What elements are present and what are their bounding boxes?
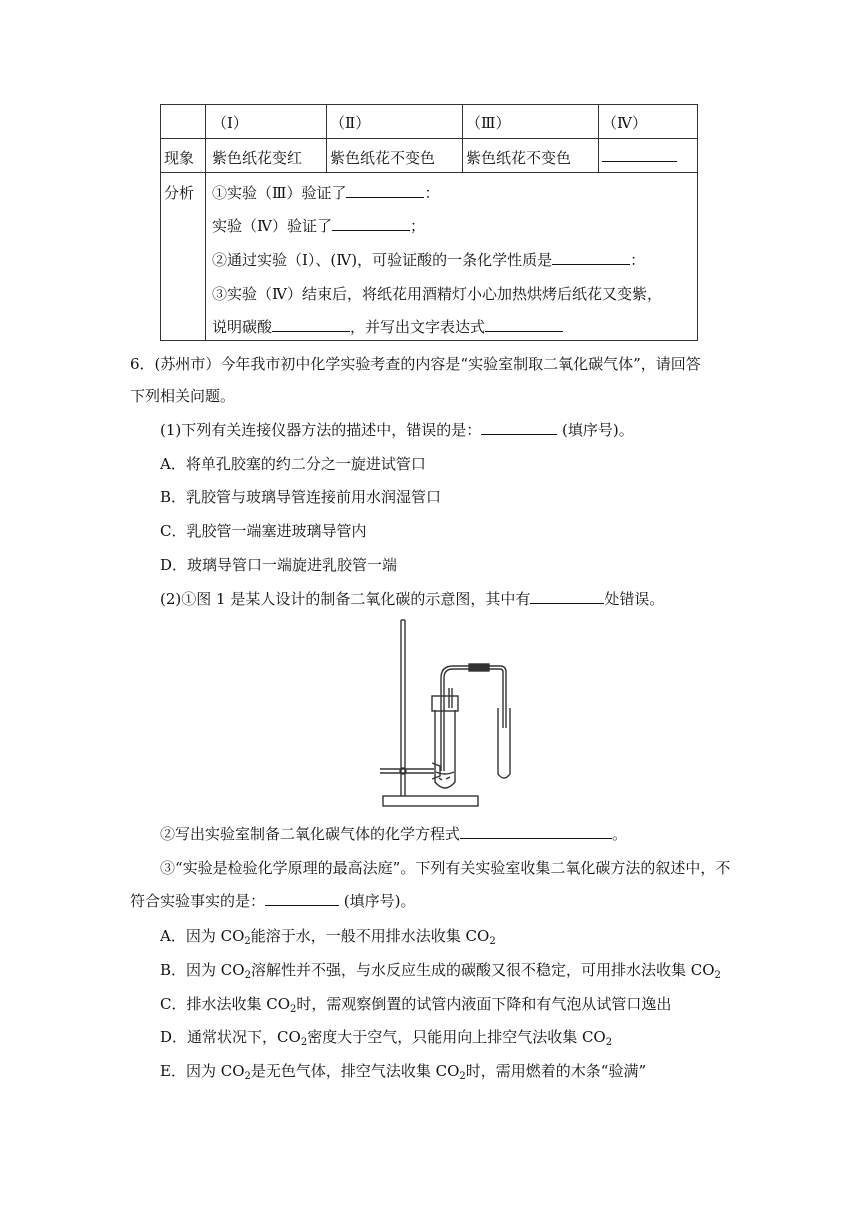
answer-blank[interactable] bbox=[346, 183, 424, 198]
answer-blank[interactable] bbox=[332, 216, 410, 231]
answer-blank[interactable] bbox=[481, 420, 557, 435]
part2-option-e: E．因为 $CO_2$是无色气体，排空气法收集 $CO_2$时，需用燃着的木条“验满” bbox=[160, 1062, 647, 1082]
part2-option-a: A．因为 $CO_2$能溶于水，一般不用排水法收集 $CO_2$ bbox=[160, 927, 496, 947]
answer-blank[interactable] bbox=[460, 824, 612, 839]
part2-option-b: B．因为 $CO_2$溶解性并不强，与水反应生成的碳酸又很不稳定，可用排水法收集 $CO_2$ bbox=[160, 961, 721, 981]
header-experiment-1: （Ⅰ） bbox=[212, 114, 248, 132]
row-label-phenomenon: 现象 bbox=[164, 149, 195, 167]
analysis-line-1: ①实验（Ⅲ）验证了 ： bbox=[212, 184, 440, 202]
part1-option-d: D．玻璃导管口一端旋进乳胶管一端 bbox=[160, 556, 398, 574]
answer-blank[interactable] bbox=[485, 317, 563, 332]
phenomenon-1: 紫色纸花变红 bbox=[212, 149, 303, 167]
phenomenon-2: 紫色纸花不变色 bbox=[330, 149, 436, 167]
row-label-analysis: 分析 bbox=[164, 184, 195, 202]
part2-q3-line2: 符合实验事实的是： (填序号)。 bbox=[130, 892, 416, 910]
answer-blank[interactable] bbox=[552, 250, 630, 265]
answer-blank[interactable] bbox=[272, 317, 350, 332]
analysis-line-2: 实验（Ⅳ）验证了 ； bbox=[212, 217, 426, 235]
part2-option-d: D．通常状况下，$CO_2$密度大于空气，只能用向上排空气法收集 $CO_2$ bbox=[160, 1028, 613, 1048]
question-6-stem-line2: 下列相关问题。 bbox=[130, 387, 236, 405]
header-experiment-4: （Ⅳ） bbox=[602, 114, 647, 132]
part2-equation-prompt: ②写出实验室制备二氧化碳气体的化学方程式 。 bbox=[160, 825, 628, 843]
analysis-line-4: ③实验（Ⅳ）结束后，将纸花用酒精灯小心加热烘烤后纸花又变紫， bbox=[212, 285, 662, 303]
co2-apparatus-diagram bbox=[378, 616, 514, 812]
part2-prompt: (2)①图 1 是某人设计的制备二氧化碳的示意图，其中有 处错误。 bbox=[160, 590, 665, 608]
analysis-line-5: 说明碳酸 ，并写出文字表达式 bbox=[212, 316, 563, 337]
part2-q3-line1: ③“实验是检验化学原理的最高法庭”。下列有关实验室收集二氧化碳方法的叙述中，不 bbox=[160, 859, 731, 877]
part1-option-a: A．将单孔胶塞的约二分之一旋进试管口 bbox=[160, 455, 426, 473]
phenomenon-3: 紫色纸花不变色 bbox=[466, 149, 572, 167]
part1-prompt: (1)下列有关连接仪器方法的描述中，错误的是： (填序号)。 bbox=[160, 421, 634, 439]
experiment-table bbox=[160, 104, 698, 341]
answer-blank[interactable] bbox=[530, 589, 604, 604]
part2-option-c: C．排水法收集 $CO_2$时，需观察倒置的试管内液面下降和有气泡从试管口逸出 bbox=[160, 995, 672, 1015]
phenomenon-4-blank[interactable] bbox=[602, 147, 677, 166]
header-experiment-2: （Ⅱ） bbox=[330, 114, 371, 132]
analysis-line-3: ②通过实验（Ⅰ）、(Ⅳ)，可验证酸的一条化学性质是 ： bbox=[212, 251, 646, 269]
part1-option-c: C．乳胶管一端塞进玻璃导管内 bbox=[160, 522, 367, 540]
header-experiment-3: （Ⅲ） bbox=[466, 114, 511, 132]
question-6-stem-line1: 6．(苏州市）今年我市初中化学实验考查的内容是“实验室制取二氧化碳气体”，请回答 bbox=[130, 355, 701, 373]
part1-option-b: B．乳胶管与玻璃导管连接前用水润湿管口 bbox=[160, 488, 442, 506]
answer-blank[interactable] bbox=[265, 891, 339, 906]
